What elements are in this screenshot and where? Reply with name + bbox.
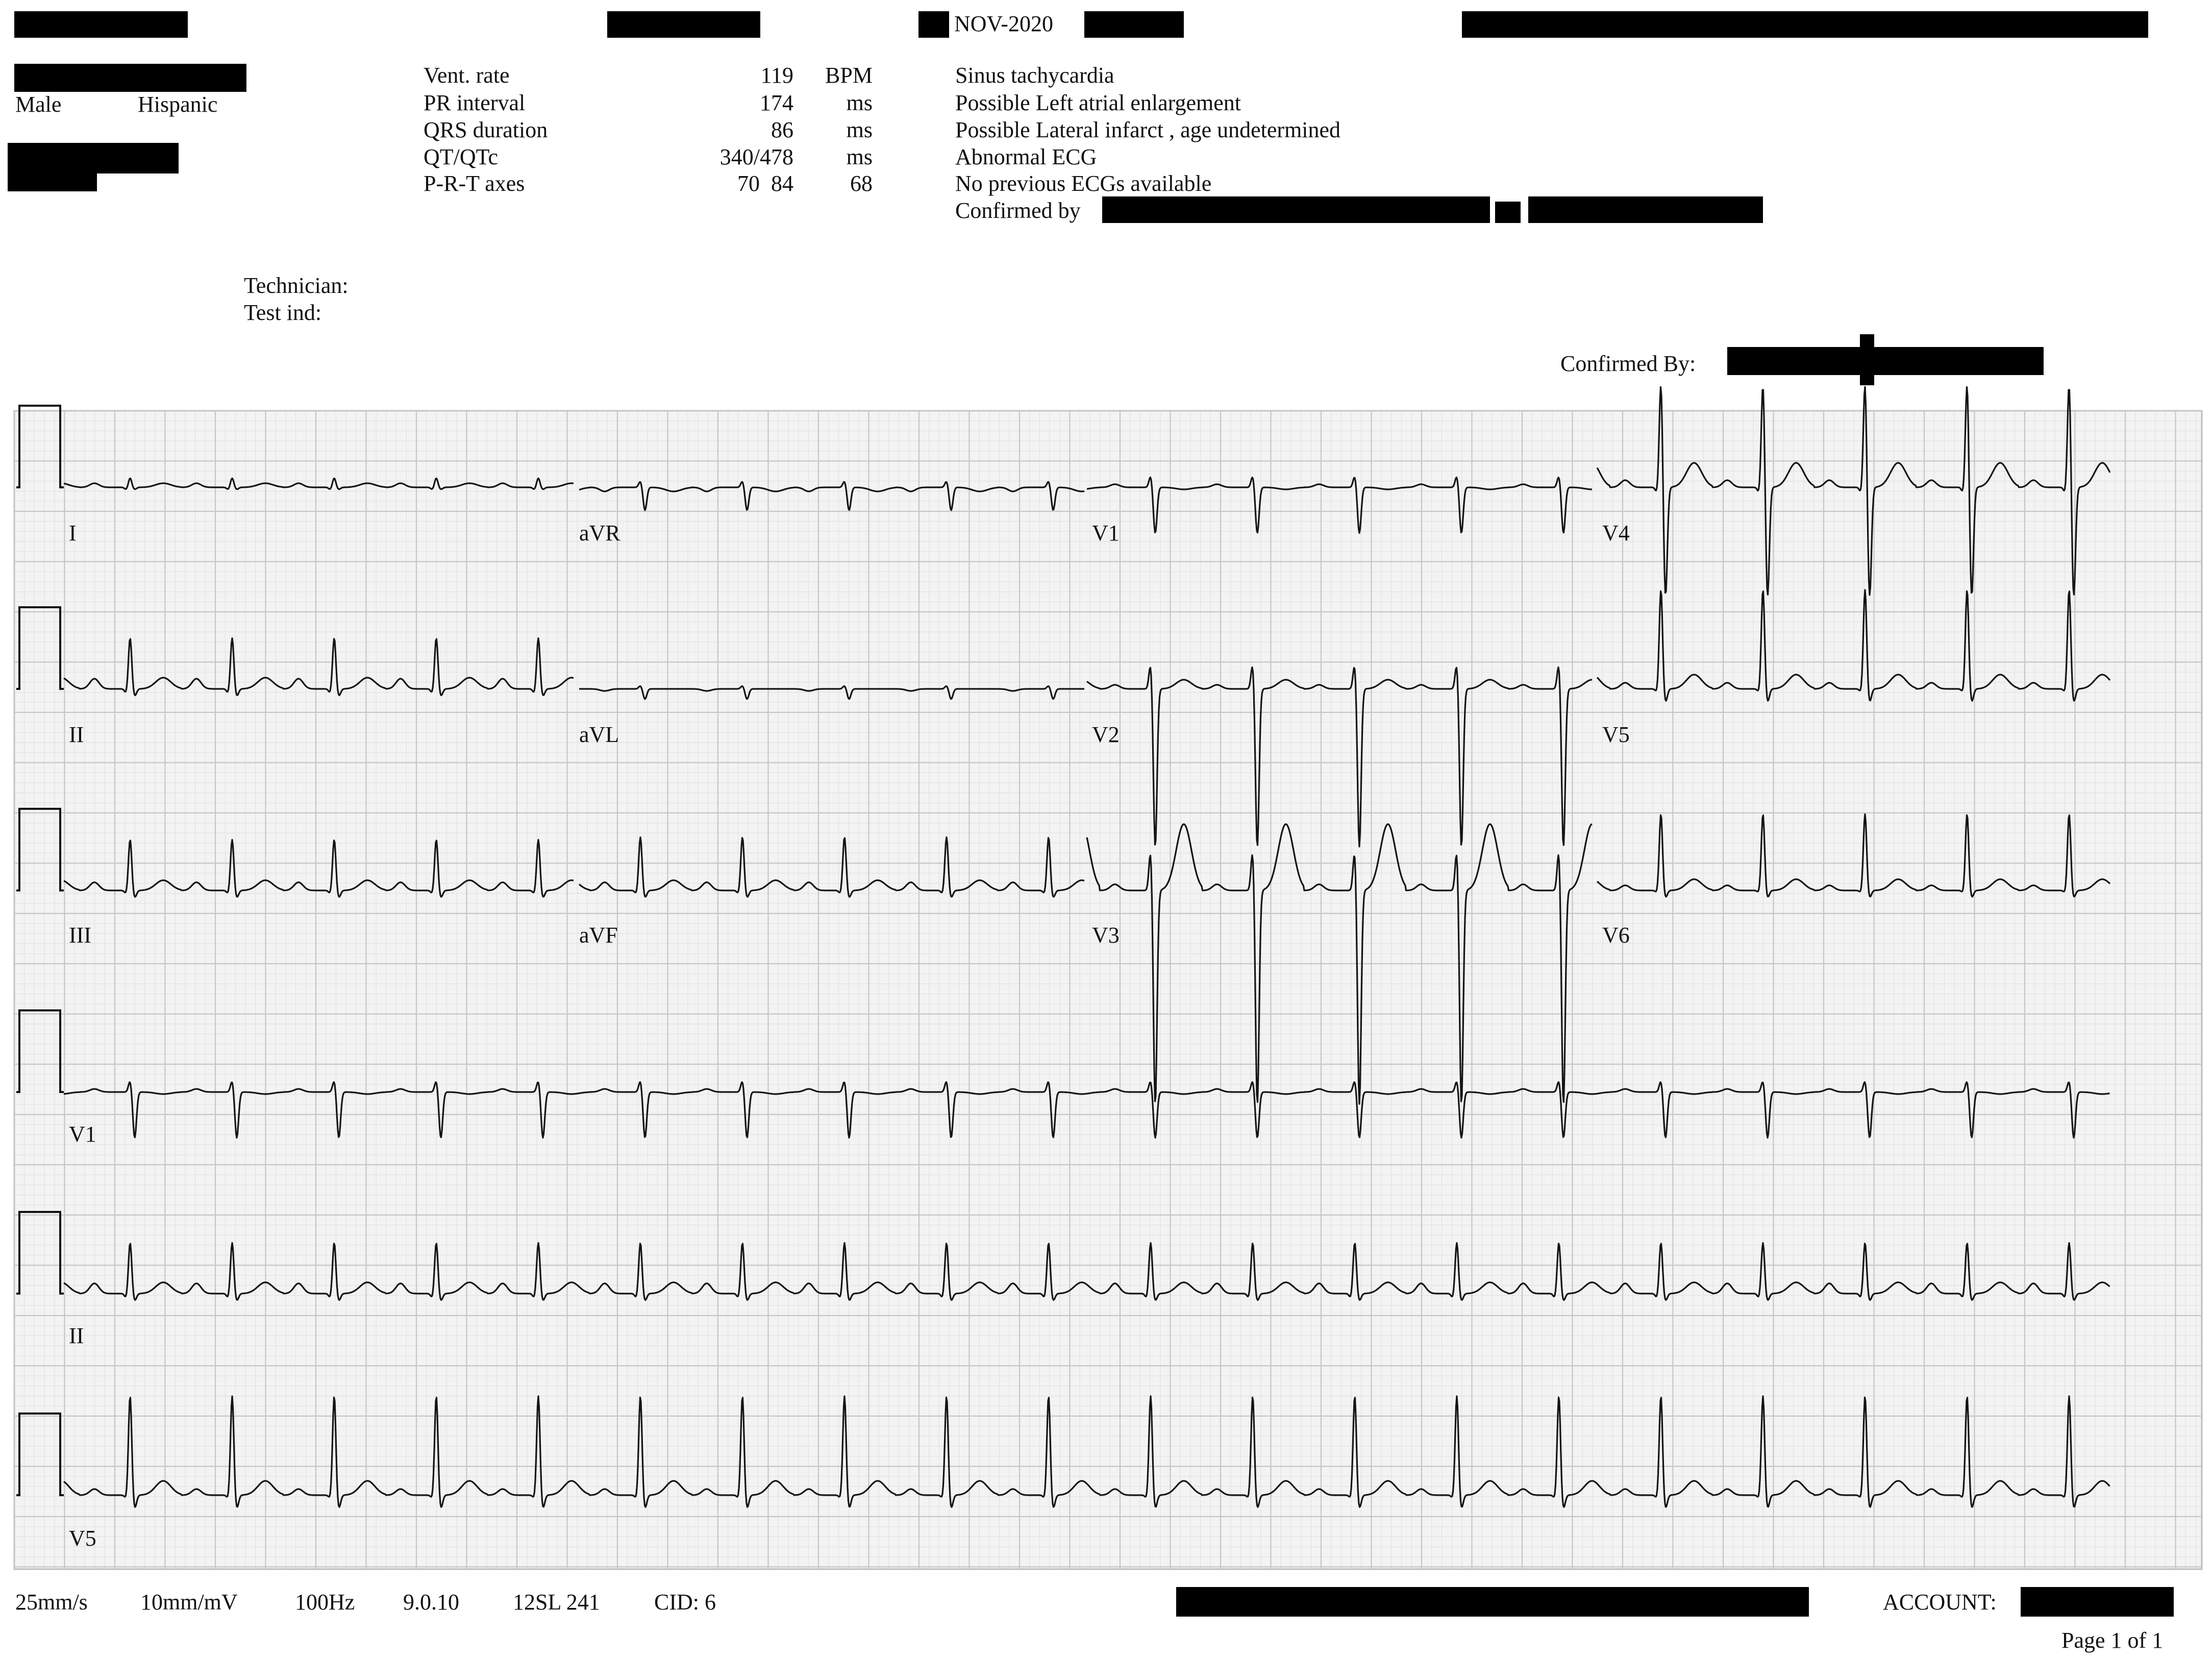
interpretation-line: Confirmed by bbox=[955, 198, 1081, 223]
measurement-unit: ms bbox=[846, 90, 873, 115]
cid: CID: 6 bbox=[654, 1590, 716, 1615]
measurement-unit: 68 bbox=[850, 171, 873, 196]
account-label: ACCOUNT: bbox=[1883, 1590, 1997, 1615]
lead-label: aVF bbox=[579, 923, 618, 948]
measurement-unit: ms bbox=[846, 144, 873, 169]
measurement-value: 174 bbox=[760, 90, 793, 115]
lead-label: V6 bbox=[1602, 923, 1630, 948]
interpretation-line: Possible Left atrial enlargement bbox=[955, 90, 1241, 115]
paper-speed: 25mm/s bbox=[15, 1590, 88, 1615]
report-date: NOV-2020 bbox=[954, 11, 1053, 36]
lead-label: V2 bbox=[1092, 722, 1120, 747]
measurement-value: 86 bbox=[771, 117, 793, 142]
lead-label: V5 bbox=[69, 1526, 96, 1551]
measurement-unit: BPM bbox=[825, 63, 873, 88]
lead-label: II bbox=[69, 722, 84, 747]
lead-label: I bbox=[69, 520, 77, 546]
lead-label: V1 bbox=[1092, 520, 1120, 546]
interpretation-line: Possible Lateral infarct , age undetermined bbox=[955, 117, 1341, 142]
version: 9.0.10 bbox=[403, 1590, 459, 1615]
lead-label: V4 bbox=[1602, 520, 1630, 546]
confirmed-by-label: Confirmed By: bbox=[1560, 351, 1696, 376]
measurement-value: 70 84 bbox=[737, 171, 793, 196]
gain: 10mm/mV bbox=[140, 1590, 238, 1615]
lead-label: aVL bbox=[579, 722, 619, 747]
patient-ethnicity: Hispanic bbox=[138, 92, 218, 117]
measurement-label: Vent. rate bbox=[424, 63, 510, 88]
lead-label: II bbox=[69, 1323, 84, 1348]
measurement-label: QRS duration bbox=[424, 117, 548, 142]
test-ind-label: Test ind: bbox=[244, 300, 322, 325]
interpretation-line: No previous ECGs available bbox=[955, 171, 1212, 196]
patient-sex: Male bbox=[15, 92, 62, 117]
lead-label: aVR bbox=[579, 520, 620, 546]
measurement-label: P-R-T axes bbox=[424, 171, 525, 196]
measurement-unit: ms bbox=[846, 117, 873, 142]
measurement-label: QT/QTc bbox=[424, 144, 498, 169]
lead-label: V3 bbox=[1092, 923, 1120, 948]
filter: 100Hz bbox=[295, 1590, 355, 1615]
page-number: Page 1 of 1 bbox=[2061, 1628, 2164, 1653]
lead-label: III bbox=[69, 923, 91, 948]
device: 12SL 241 bbox=[513, 1590, 600, 1615]
interpretation-line: Abnormal ECG bbox=[955, 144, 1097, 169]
lead-label: V5 bbox=[1602, 722, 1630, 747]
technician-label: Technician: bbox=[244, 273, 349, 298]
lead-label: V1 bbox=[69, 1122, 96, 1147]
interpretation-line: Sinus tachycardia bbox=[955, 63, 1114, 88]
measurement-value: 340/478 bbox=[719, 144, 793, 169]
measurement-label: PR interval bbox=[424, 90, 526, 115]
measurement-value: 119 bbox=[760, 63, 793, 88]
